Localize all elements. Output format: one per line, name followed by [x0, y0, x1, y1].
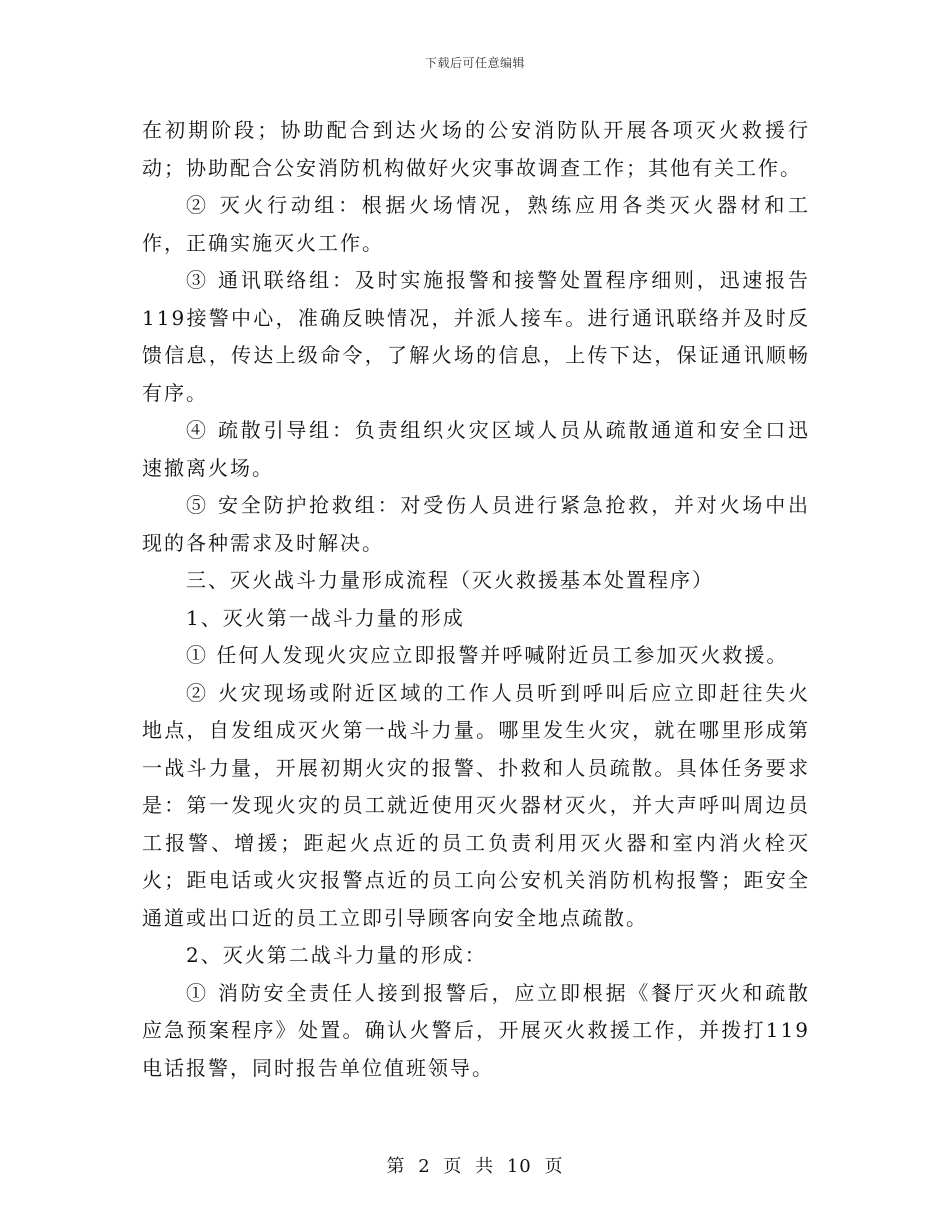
- subheading-1: 1、灭火第一战斗力量的形成: [186, 605, 465, 630]
- subheading-2: 2、灭火第二战斗力量的形成：: [186, 943, 487, 967]
- paragraph-9: ② 火灾现场或附近区域的工作人员听到呼叫后应立即赶往失火地点，自发组成灭火第一战斗力量。哪里发生火灾，就在哪里形成第一战斗力量，开展初期火灾的报警、扑救和人员疏散。具体任务要求是：第一发现火灾的员工就近使用灭火器材灭火，并大声呼叫周边员工报警、增援；距起火点近的员工负责利用灭火器和室内消火栓灭火；距电话或火灾报警点近的员工向公安机关消防机构报警；距安全通道或出口近的员工立即引导顾客向安全地点疏散。: [142, 680, 810, 930]
- paragraph-8: ① 任何人发现火灾应立即报警并呼喊附近员工参加灭火救援。: [186, 643, 789, 667]
- section-heading-3: 三、灭火战斗力量形成流程（灭火救援基本处置程序）: [186, 568, 714, 592]
- paragraph-11: ① 消防安全责任人接到报警后，应立即根据《餐厅灭火和疏散应急预案程序》处置。确认火警后，开展灭火救援工作，并拨打119电话报警，同时报告单位值班领导。: [142, 980, 810, 1080]
- document-body: [142, 112, 810, 1087]
- paragraph-1: 在初期阶段；协助配合到达火场的公安消防队开展各项灭火救援行动；协助配合公安消防机构做好火灾事故调查工作；其他有关工作。: [142, 118, 810, 180]
- paragraph-4: ④ 疏散引导组：负责组织火灾区域人员从疏散通道和安全口迅速撤离火场。: [142, 418, 810, 480]
- paragraph-3: ③ 通讯联络组：及时实施报警和接警处置程序细则，迅速报告119接警中心，准确反映情况，并派人接车。进行通讯联络并及时反馈信息，传达上级命令，了解火场的信息，上传下达，保证通讯顺畅有序。: [142, 268, 810, 405]
- page-header: 下载后可任意编辑: [424, 56, 525, 70]
- paragraph-2: ② 灭火行动组：根据火场情况，熟练应用各类灭火器材和工作，正确实施灭火工作。: [142, 193, 810, 255]
- page-number-footer: 第 2 页 共 10 页: [386, 1156, 564, 1177]
- paragraph-5: ⑤ 安全防护抢救组：对受伤人员进行紧急抢救，并对火场中出现的各种需求及时解决。: [142, 493, 810, 555]
